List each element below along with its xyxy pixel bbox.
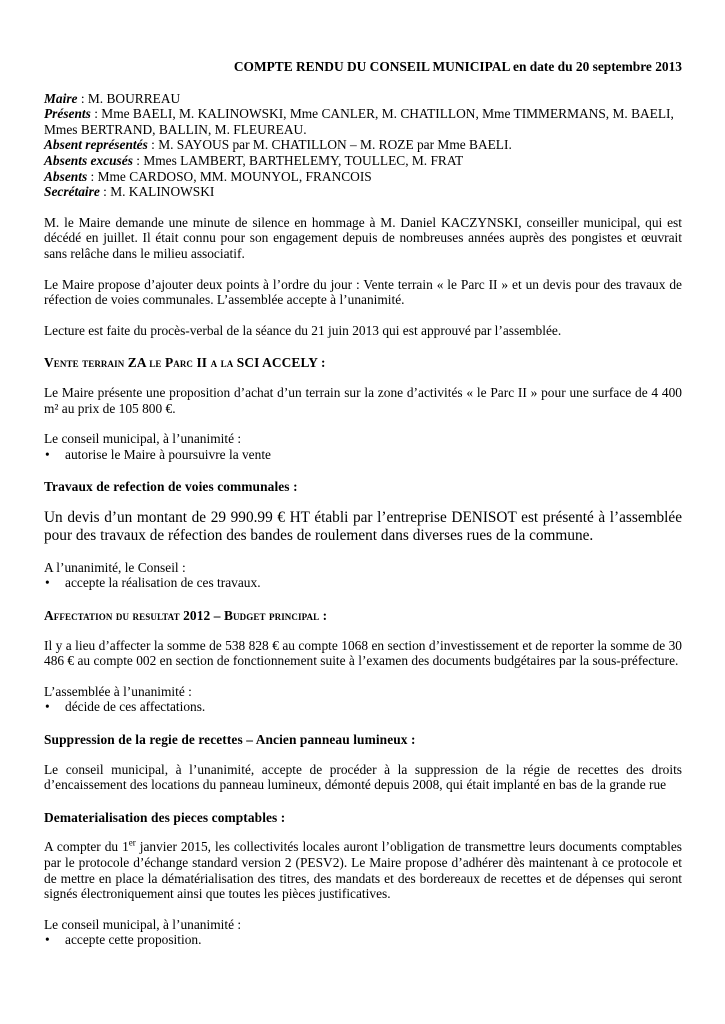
section-decision: Le conseil municipal, à l’unanimité : (44, 431, 242, 447)
section-heading: Dematerialisation des pieces comptables : (44, 809, 286, 825)
decision-list (44, 932, 682, 948)
list-item: • accepte cette proposition. (44, 932, 682, 948)
document-title: COMPTE RENDU DU CONSEIL MUNICIPAL en date du 20 septembre 2013 (233, 59, 682, 74)
intro-paragraph: M. le Maire demande une minute de silence en hommage à M. Daniel KACZYNSKI, conseiller municipal, qui est décédé en juillet. Il était connu pour son engagement depuis de nombreuses années auprès des pongistes et œuvrait sans relâche dans le milieu associatif. (44, 214, 682, 261)
heading-part: 2012 (183, 608, 211, 624)
section-body (44, 839, 682, 901)
attendance-value: : M. KALINOWSKI (99, 184, 215, 200)
section-heading (44, 608, 682, 624)
decision-list (44, 447, 682, 463)
section-decision: Le conseil municipal, à l’unanimité : (44, 916, 242, 932)
heading-part: ZA (127, 355, 150, 371)
heading-part: – Budget principal : (210, 608, 328, 624)
heading-part: SCI ACCELY (236, 355, 318, 371)
attendance-represented (44, 137, 682, 153)
document-page (44, 59, 682, 948)
attendance-label: Absents (44, 168, 88, 184)
section-decision: A l’unanimité, le Conseil : (44, 559, 186, 575)
section-body: Il y a lieu d’affecter la somme de 538 828 € au compte 1068 en section d’investissement et de reporter la somme de 30 486 € au compte 002 en section de fonctionnement suite à l’examen des documents budgétaires par la sous-préfecture. (44, 637, 682, 669)
intro-paragraph: Le Maire propose d’ajouter deux points à l’ordre du jour : Vente terrain « le Parc II » et un devis pour des travaux de réfection de voies communales. L’assemblée accepte à l’unanimité. (44, 276, 682, 308)
section-heading (44, 355, 682, 371)
list-item: • décide de ces affectations. (44, 699, 682, 715)
attendance-label: Maire (44, 90, 78, 106)
list-item: • autorise le Maire à poursuivre la vente (44, 447, 682, 463)
attendance-value: : Mme CARDOSO, MM. MOUNYOL, FRANCOIS (87, 168, 372, 184)
heading-part: Affectation du resultat (44, 608, 184, 624)
attendance-label: Présents (44, 106, 91, 122)
body-part: A compter du 1 (44, 839, 129, 855)
section-heading: Travaux de refection de voies communales : (44, 479, 298, 495)
attendance-value: : Mme BAELI, M. KALINOWSKI, Mme CANLER, M. CHATILLON, Mme TIMMERMANS, M. BAELI, Mmes BERTRAND, BALLIN, M. FLEUREAU. (44, 106, 674, 137)
section-decision: L’assemblée à l’unanimité : (44, 683, 192, 699)
attendance-secretary (44, 184, 682, 200)
attendance-mayor (44, 91, 682, 107)
attendance-value: : M. SAYOUS par M. CHATILLON – M. ROZE par Mme BAELI. (147, 137, 512, 153)
section-body: Le conseil municipal, à l’unanimité, accepte de procéder à la suppression de la régie de recettes des droits d’encaissement des locations du panneau lumineux, démonté depuis 2008, qui était implanté en bas de la grande rue (44, 761, 682, 793)
decision-list (44, 699, 682, 715)
intro-paragraph: Lecture est faite du procès-verbal de la séance du 21 juin 2013 qui est approuvé par l’assemblée. (44, 322, 562, 338)
attendance-excused (44, 153, 682, 169)
attendance-label: Secrétaire (44, 184, 100, 200)
attendance-value: : Mmes LAMBERT, BARTHELEMY, TOULLEC, M. FRAT (132, 152, 464, 168)
attendance-present (44, 106, 682, 137)
heading-part: a la (210, 355, 237, 371)
body-part: janvier 2015, les collectivités locales auront l’obligation de transmettre leurs documents comptables par le protocole d’échange standard version 2 (PESV2). Le Maire propose d’adhérer dès maintenant à ce protocole et de mettre en place la dématérialisation des titres, des mandats et des bordereaux de recettes et de dépenses qui seront signés électroniquement ainsi que toutes les pièces justificatives. (44, 839, 682, 902)
decision-list (44, 575, 682, 591)
attendance-value: : M. BOURREAU (77, 90, 181, 106)
attendance-label: Absent représentés (44, 137, 148, 153)
attendance-block (44, 91, 682, 200)
ordinal-superscript: er (128, 837, 136, 848)
section-body: Un devis d’un montant de 29 990.99 € HT établi par l’entreprise DENISOT est présenté à l’assemblée pour des travaux de réfection des bandes de roulement dans diverses rues de la commune. (44, 508, 682, 544)
list-item: • accepte la réalisation de ces travaux. (44, 575, 682, 591)
heading-part: : (317, 355, 326, 371)
heading-part: le (149, 355, 165, 371)
attendance-absent (44, 169, 682, 185)
section-body: Le Maire présente une proposition d’achat d’un terrain sur la zone d’activités « le Parc II » pour une surface de 4 400 m² au prix de 105 800 €. (44, 384, 682, 416)
section-heading: Suppression de la regie de recettes – Ancien panneau lumineux : (44, 732, 416, 748)
heading-part: Vente terrain (44, 355, 128, 371)
attendance-label: Absents excusés (44, 152, 133, 168)
heading-part: Parc II (164, 355, 211, 371)
